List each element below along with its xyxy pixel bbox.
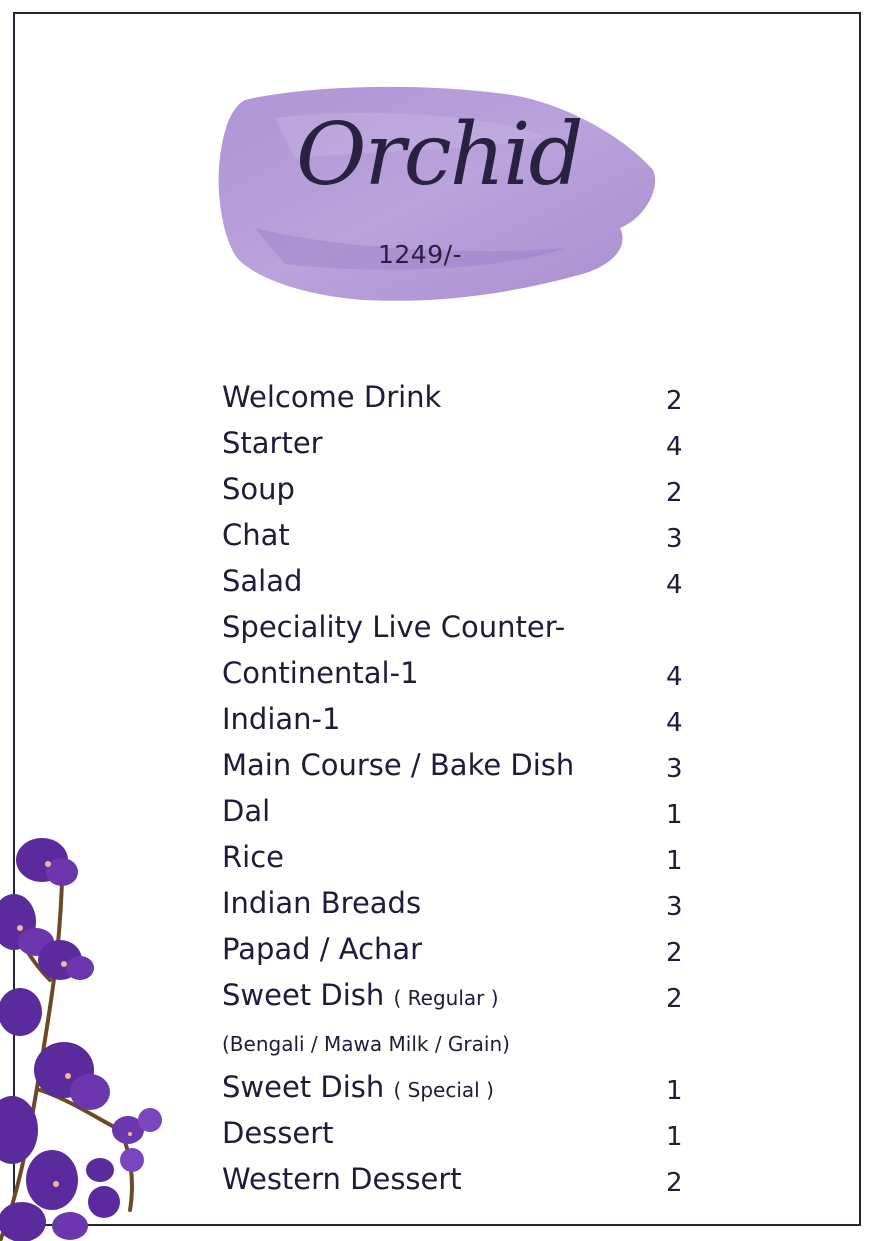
list-item [222, 794, 692, 834]
list-item [222, 978, 692, 1018]
list-item [222, 932, 692, 972]
list-item [222, 656, 692, 696]
item-qty: 2 [666, 984, 683, 1014]
item-qty: 4 [666, 662, 683, 692]
list-item [222, 426, 692, 466]
list-item [222, 380, 692, 420]
item-label: Rice [222, 840, 284, 874]
item-qty: 3 [666, 892, 683, 922]
item-qty: 1 [666, 846, 683, 876]
item-label: Welcome Drink [222, 380, 442, 414]
item-label: Papad / Achar [222, 932, 423, 966]
item-label: Main Course / Bake Dish [222, 748, 575, 782]
item-qty: 1 [666, 800, 683, 830]
item-note: ( Regular ) [393, 986, 499, 1010]
item-label: Chat [222, 518, 290, 552]
item-qty: 1 [666, 1122, 683, 1152]
item-label: Starter [222, 426, 323, 460]
item-label: Dal [222, 794, 271, 828]
flower-cluster [0, 838, 162, 1241]
item-qty: 1 [666, 1076, 683, 1106]
list-item [222, 702, 692, 742]
item-qty: 3 [666, 524, 683, 554]
item-label: (Bengali / Mawa Milk / Grain) [222, 1032, 510, 1056]
item-label: Western Dessert [222, 1162, 462, 1196]
item-label-group [222, 978, 499, 1012]
item-qty: 2 [666, 478, 683, 508]
item-label: Dessert [222, 1116, 334, 1150]
list-item [222, 1070, 692, 1110]
item-label: Sweet Dish [222, 1070, 385, 1104]
item-note: ( Special ) [393, 1078, 494, 1102]
item-qty: 2 [666, 938, 683, 968]
list-item [222, 518, 692, 558]
item-label-group [222, 1070, 494, 1104]
item-label: Speciality Live Counter- [222, 610, 566, 644]
item-qty: 4 [666, 708, 683, 738]
list-item [222, 1162, 692, 1202]
item-label: Indian-1 [222, 702, 341, 736]
item-label: Soup [222, 472, 295, 506]
list-item [222, 886, 692, 926]
list-item [222, 564, 692, 604]
item-label: Sweet Dish [222, 978, 385, 1012]
list-item [222, 840, 692, 880]
item-qty: 4 [666, 432, 683, 462]
item-qty: 3 [666, 754, 683, 784]
item-qty: 2 [666, 386, 683, 416]
list-item [222, 1024, 692, 1064]
list-item [222, 748, 692, 788]
item-qty: 4 [666, 570, 683, 600]
item-label: Continental-1 [222, 656, 419, 690]
item-label: Indian Breads [222, 886, 422, 920]
menu-title: Orchid [296, 105, 582, 205]
orchid-flowers-illustration [0, 830, 190, 1241]
list-item [222, 472, 692, 512]
item-label: Salad [222, 564, 303, 598]
menu-price: 1249/- [378, 240, 463, 269]
item-qty: 2 [666, 1168, 683, 1198]
list-item [222, 1116, 692, 1156]
list-item [222, 610, 692, 650]
